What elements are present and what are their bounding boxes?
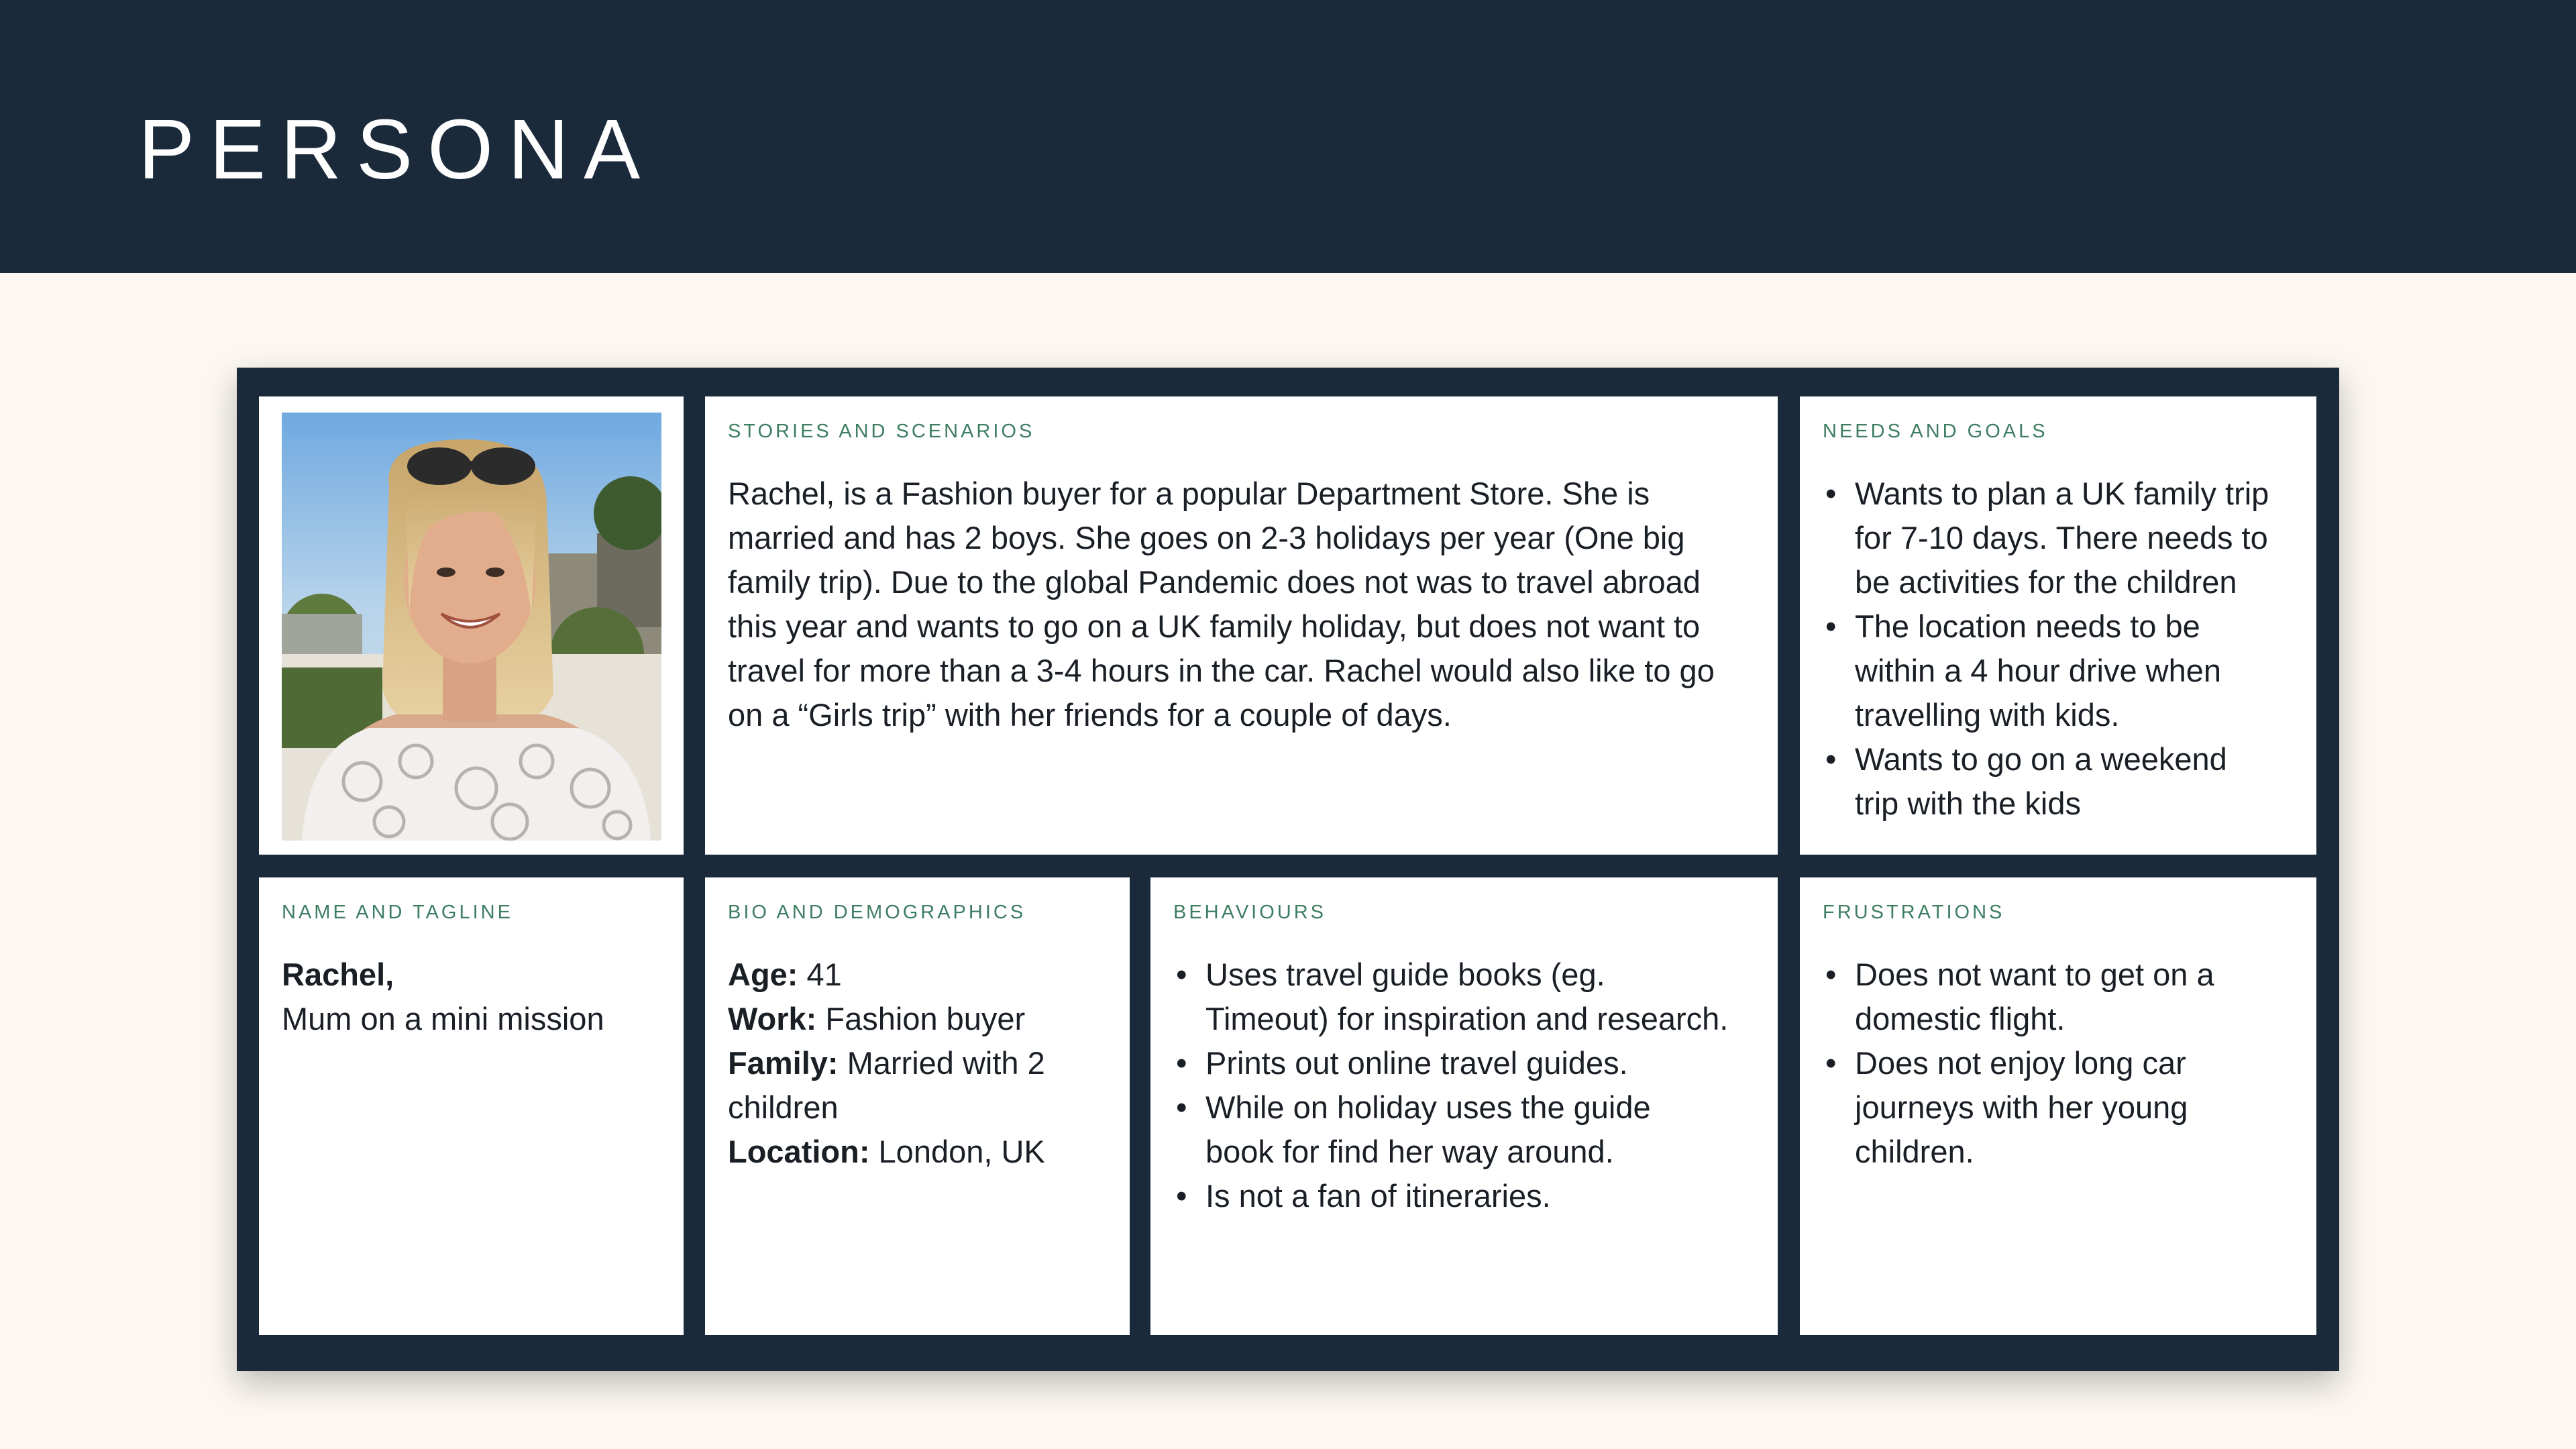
list-item xyxy=(1823,737,2269,826)
bio-location-value: London, UK xyxy=(869,1134,1045,1169)
list-item xyxy=(1823,472,2269,604)
stories-line: family trip). Due to the global Pandemic does not was to travel abroad xyxy=(728,564,1701,600)
needs-label: NEEDS AND GOALS xyxy=(1823,421,2048,442)
persona-name: Rachel, xyxy=(282,957,394,992)
bio-age-label: Age: xyxy=(728,957,798,992)
frustrations-label: FRUSTRATIONS xyxy=(1823,902,2005,923)
bio-work-label: Work: xyxy=(728,1001,817,1036)
list-item xyxy=(1823,953,2214,1041)
bio-family-row xyxy=(728,1041,1045,1085)
bio-details xyxy=(728,953,1045,1174)
stories-label: STORIES AND SCENARIOS xyxy=(728,421,1035,442)
bullet-icon: • xyxy=(1825,608,1837,644)
list-item xyxy=(1823,1041,2214,1174)
bio-family-value-cont: children xyxy=(728,1089,839,1125)
bullet-icon: • xyxy=(1176,1045,1187,1081)
list-item xyxy=(1173,953,1728,1041)
name-tagline-card xyxy=(259,877,684,1335)
list-item-line: within a 4 hour drive when xyxy=(1855,653,2222,688)
stories-text xyxy=(728,472,1715,737)
bio-work-row xyxy=(728,997,1045,1041)
persona-photo-illustration xyxy=(282,413,661,841)
stories-line: travel for more than a 3-4 hours in the car. Rachel would also like to go xyxy=(728,653,1715,688)
list-item-line: children. xyxy=(1855,1134,1974,1169)
stories-line: on a “Girls trip” with her friends for a couple of days. xyxy=(728,697,1452,733)
frustrations-card xyxy=(1800,877,2316,1335)
needs-list xyxy=(1823,472,2269,826)
bio-label: BIO AND DEMOGRAPHICS xyxy=(728,902,1026,923)
list-item-line: The location needs to be xyxy=(1855,608,2200,644)
bullet-icon: • xyxy=(1825,741,1837,777)
name-tagline-text xyxy=(282,953,604,1041)
persona-tagline: Mum on a mini mission xyxy=(282,1001,604,1036)
bio-age-row xyxy=(728,953,1045,997)
header-bar xyxy=(0,0,2576,273)
list-item-line: Uses travel guide books (eg. xyxy=(1205,957,1605,992)
list-item-line: domestic flight. xyxy=(1855,1001,2065,1036)
stories-card xyxy=(705,396,1778,855)
list-item-line: trip with the kids xyxy=(1855,786,2081,821)
bullet-icon: • xyxy=(1176,957,1187,992)
persona-photo xyxy=(282,413,661,841)
list-item-line: for 7-10 days. There needs to xyxy=(1855,520,2268,555)
stories-line: this year and wants to go on a UK family holiday, but does not want to xyxy=(728,608,1701,644)
list-item-line: While on holiday uses the guide xyxy=(1205,1089,1651,1125)
bullet-icon: • xyxy=(1176,1089,1187,1125)
page-title: PERSONA xyxy=(138,102,655,197)
bio-location-row xyxy=(728,1130,1045,1174)
list-item-line: Does not enjoy long car xyxy=(1855,1045,2186,1081)
behaviours-label: BEHAVIOURS xyxy=(1173,902,1327,923)
list-item xyxy=(1173,1041,1728,1085)
list-item-line: be activities for the children xyxy=(1855,564,2237,600)
list-item-line: book for find her way around. xyxy=(1205,1134,1614,1169)
bio-family-value: Married with 2 xyxy=(838,1045,1045,1081)
bio-card xyxy=(705,877,1130,1335)
behaviours-list xyxy=(1173,953,1728,1218)
list-item-line: Wants to plan a UK family trip xyxy=(1855,476,2269,511)
list-item-line: Prints out online travel guides. xyxy=(1205,1045,1628,1081)
needs-card xyxy=(1800,396,2316,855)
frustrations-list xyxy=(1823,953,2214,1174)
stories-line: Rachel, is a Fashion buyer for a popular Department Store. She is xyxy=(728,476,1650,511)
name-tagline-label: NAME AND TAGLINE xyxy=(282,902,513,923)
list-item-line: Is not a fan of itineraries. xyxy=(1205,1178,1551,1214)
list-item-line: travelling with kids. xyxy=(1855,697,2120,733)
bullet-icon: • xyxy=(1825,1045,1837,1081)
list-item xyxy=(1823,604,2269,737)
bio-age-value: 41 xyxy=(798,957,842,992)
list-item-line: Does not want to get on a xyxy=(1855,957,2214,992)
list-item-line: Timeout) for inspiration and research. xyxy=(1205,1001,1729,1036)
behaviours-card xyxy=(1150,877,1778,1335)
bio-location-label: Location: xyxy=(728,1134,870,1169)
list-item-line: Wants to go on a weekend xyxy=(1855,741,2227,777)
bio-work-value: Fashion buyer xyxy=(816,1001,1026,1036)
list-item xyxy=(1173,1174,1728,1218)
list-item-line: journeys with her young xyxy=(1855,1089,2188,1125)
bullet-icon: • xyxy=(1176,1178,1187,1214)
photo-card xyxy=(259,396,684,855)
list-item xyxy=(1173,1085,1728,1174)
persona-board xyxy=(237,368,2339,1371)
bullet-icon: • xyxy=(1825,957,1837,992)
bullet-icon: • xyxy=(1825,476,1837,511)
bio-family-label: Family: xyxy=(728,1045,839,1081)
stories-line: married and has 2 boys. She goes on 2-3 holidays per year (One big xyxy=(728,520,1685,555)
